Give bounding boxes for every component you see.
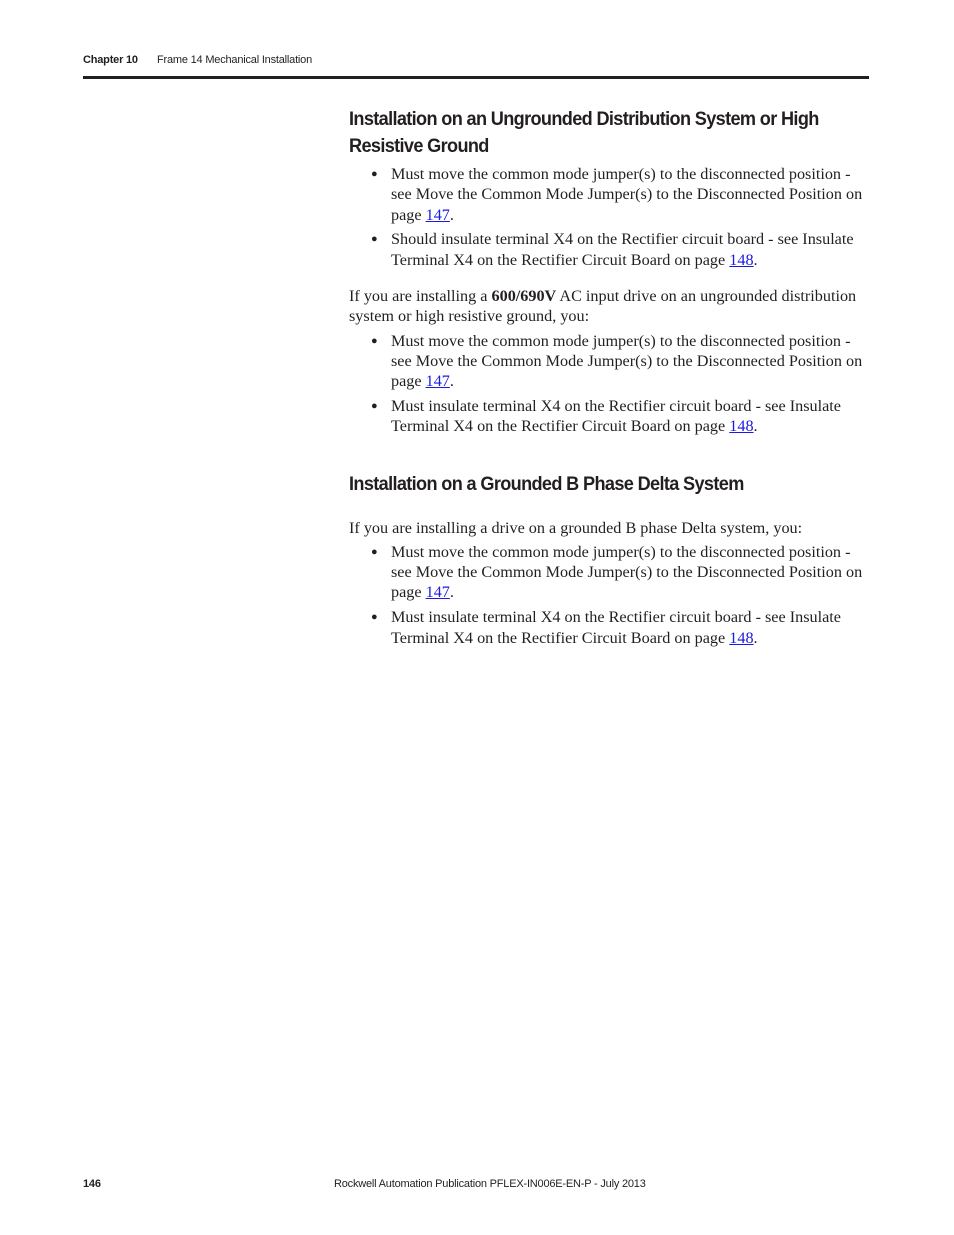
bullet-icon: ● [371, 334, 378, 347]
section-ungrounded [349, 106, 869, 437]
bullet-icon: ● [371, 611, 378, 624]
list-item: ● Should insulate terminal X4 on the Rectifier circuit board - see Insulate Terminal X4 on the Rectifier Circuit Board on page 148. [371, 230, 854, 269]
chapter-title: Frame 14 Mechanical Installation [157, 54, 313, 66]
main-content [349, 106, 869, 652]
bullet-icon: ● [371, 168, 378, 180]
bullet-list [349, 331, 869, 437]
section-heading: Installation on a Grounded B Phase Delta System [349, 472, 744, 495]
page-link[interactable]: 147 [425, 372, 450, 391]
list-item: ● Must insulate terminal X4 on the Rectifier circuit board - see Insulate Terminal X4 on the Rectifier Circuit Board on page 148. [371, 396, 841, 436]
page-header [83, 52, 869, 79]
section-heading: Installation on an Ungrounded Distribution System or High Resistive Ground [349, 108, 819, 157]
chapter-label: Chapter 10 [83, 54, 138, 66]
publication-info: Rockwell Automation Publication PFLEX-IN006E-EN-P - July 2013 [334, 1178, 646, 1190]
page-link[interactable]: 148 [729, 628, 754, 647]
page-link[interactable]: 147 [425, 205, 450, 224]
bullet-list [349, 164, 869, 270]
list-item: ● Must move the common mode jumper(s) to the disconnected position - see Move the Common Mode Jumper(s) to the Disconnected Position on page 147. [371, 542, 863, 602]
section-grounded-b-phase [349, 471, 869, 648]
bullet-icon: ● [371, 233, 378, 246]
paragraph: If you are installing a drive on a grounded B phase Delta system, you: [349, 518, 803, 537]
list-item: ● Must insulate terminal X4 on the Rectifier circuit board - see Insulate Terminal X4 on the Rectifier Circuit Board on page 148. [371, 608, 841, 647]
bullet-icon: ● [371, 545, 378, 558]
list-item: ● Must move the common mode jumper(s) to the disconnected position - see Move the Common Mode Jumper(s) to the Disconnected Position on page 147. [371, 331, 863, 391]
paragraph: If you are installing a 600/690V AC input drive on an ungrounded distribution system or high resistive ground, you: [349, 286, 857, 326]
voltage-rating: 600/690V [491, 286, 557, 305]
bullet-icon: ● [371, 399, 378, 412]
list-item: ● Must move the common mode jumper(s) to the disconnected position - see Move the Common Mode Jumper(s) to the Disconnected Position on page 147. [371, 165, 863, 224]
page-link[interactable]: 148 [729, 417, 754, 436]
bullet-list [349, 542, 869, 648]
page-link[interactable]: 148 [729, 250, 754, 269]
page-number: 146 [83, 1178, 101, 1190]
page-link[interactable]: 147 [425, 583, 450, 602]
